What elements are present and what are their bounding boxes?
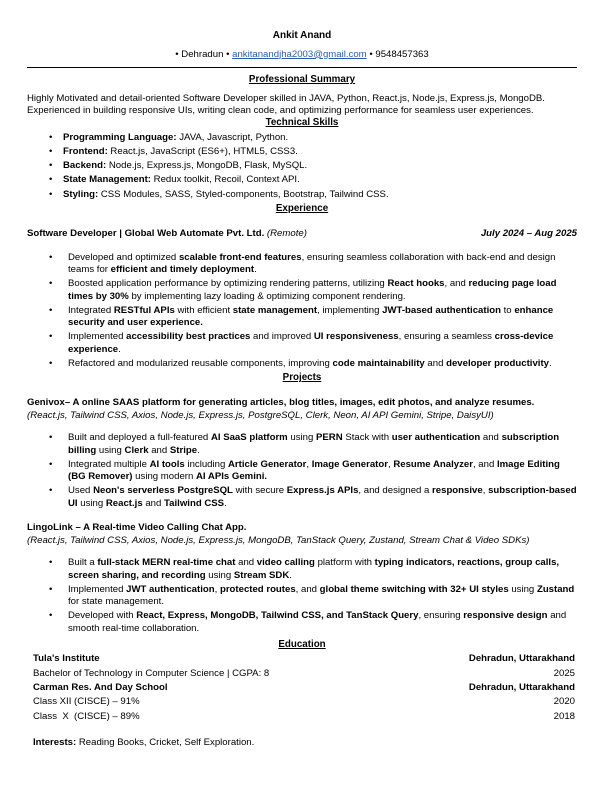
skill-value: JAVA, Javascript, Python. xyxy=(176,131,289,143)
experience-bullets xyxy=(27,252,577,370)
bold-text: Stream SDK xyxy=(233,569,290,581)
skill-value: CSS Modules, SASS, Styled-components, Bootstrap, Tailwind CSS. xyxy=(98,188,389,200)
education-row xyxy=(27,711,577,723)
project-bullet xyxy=(27,459,577,484)
bold-text: responsive xyxy=(432,485,483,497)
skill-item xyxy=(27,189,577,201)
project-heading: LingoLink – A Real-time Video Calling Chat App. xyxy=(27,521,247,533)
experience-bullet xyxy=(27,331,577,356)
project-bullet xyxy=(27,584,577,609)
bold-text: Tailwind CSS xyxy=(164,497,225,509)
job-mode: (Remote) xyxy=(266,227,307,239)
bold-text: protected routes xyxy=(219,583,296,595)
text: using xyxy=(96,444,125,456)
header-divider xyxy=(27,67,577,68)
bold-text: responsive design xyxy=(463,610,548,622)
bold-text: Article Generator xyxy=(227,458,307,470)
bold-text: state management xyxy=(232,304,318,316)
text: , xyxy=(214,583,220,595)
skill-item xyxy=(27,160,577,172)
text: using modern xyxy=(132,471,196,483)
bold-text: Clerk xyxy=(124,444,149,456)
skill-value: Redux toolkit, Recoil, Context API. xyxy=(150,174,300,186)
bold-text: AI APIs Gemini. xyxy=(195,471,268,483)
education-left: Bachelor of Technology in Computer Science | CGPA: 8 xyxy=(33,667,270,679)
text: , and designed a xyxy=(358,485,433,497)
interests-value: Reading Books, Cricket, Self Exploration. xyxy=(78,736,255,748)
education-row xyxy=(27,682,577,694)
text: for state management. xyxy=(68,596,164,608)
project-bullet xyxy=(27,557,577,582)
bold-text: typing indicators, reactions, group calls, screen sharing, and recording xyxy=(68,557,560,581)
bold-text: JWT-based authentication xyxy=(382,304,501,316)
text: and xyxy=(142,497,165,509)
bold-text: subscription billing xyxy=(68,432,560,456)
text: Integrated multiple xyxy=(68,458,150,470)
text: Boosted application performance by optimizing rendering patterns, utilizing xyxy=(68,278,388,290)
bold-text: AI SaaS platform xyxy=(210,432,288,444)
text: Implemented xyxy=(68,583,127,595)
bold-text: React, Express, MongoDB, Tailwind CSS, and TanStack Query xyxy=(136,610,419,622)
project-bullets xyxy=(27,557,577,635)
bold-text: subscription-based UI xyxy=(68,485,577,509)
text: , ensuring a seamless xyxy=(398,331,495,343)
text: Stack with xyxy=(342,432,392,444)
education-right: Dehradun, Uttarakhand xyxy=(468,682,575,694)
text: Implemented xyxy=(68,331,127,343)
project-genivox xyxy=(27,397,577,510)
summary-title: Professional Summary xyxy=(248,74,356,86)
skill-item xyxy=(27,146,577,158)
email-link[interactable]: ankitanandjha2003@gmail.com xyxy=(232,48,367,60)
job-dates: July 2024 – Aug 2025 xyxy=(480,227,577,239)
text: , xyxy=(387,458,394,470)
text: Developed with xyxy=(68,610,137,622)
summary-text: Highly Motivated and detail-oriented Software Developer skilled in JAVA, Python, React.js, Node.js, Express.js, MongoDB. Experienced in building responsive UIs, writing clean code, and optimizing performance for seamless user experiences. xyxy=(27,92,545,116)
skill-label: Styling: xyxy=(63,188,99,200)
text: by implementing lazy loading & optimizing component rendering. xyxy=(128,290,406,302)
bold-text: JWT authentication xyxy=(126,583,215,595)
bold-text: developer productivity xyxy=(446,357,549,369)
contact-line xyxy=(27,49,577,61)
text: Built a xyxy=(68,557,98,569)
text: and improved xyxy=(250,331,314,343)
project-heading: Genivox– A online SAAS platform for generating articles, blog titles, images, edit photos, and analyze resumes. xyxy=(27,396,535,408)
text: Refactored and modularized reusable components, improving xyxy=(68,357,333,369)
bold-text: reducing page load times by 30% xyxy=(68,278,557,302)
resume-page xyxy=(27,30,577,749)
text: using xyxy=(508,583,537,595)
experience-bullet xyxy=(27,252,577,277)
text: and xyxy=(424,357,447,369)
bold-text: Resume Analyzer xyxy=(393,458,473,470)
project-bullet xyxy=(27,610,577,635)
job-header xyxy=(27,228,577,240)
education-right: 2020 xyxy=(553,696,575,708)
skill-item xyxy=(27,132,577,144)
bold-text: global theme switching with 32+ UI styles xyxy=(319,583,509,595)
text: , implementing xyxy=(317,304,383,316)
text: and smooth real-time collaboration. xyxy=(68,610,567,634)
project-lingolink xyxy=(27,522,577,635)
bold-text: Zustand xyxy=(536,583,575,595)
skills-list xyxy=(27,132,577,201)
job-role: Software Developer | Global Web Automate Pvt. Ltd. xyxy=(27,227,265,239)
bold-text: efficient and timely deployment xyxy=(110,264,255,276)
project-bullet xyxy=(27,432,577,457)
education-left: Carman Res. And Day School xyxy=(33,682,168,694)
text: Developed and optimized xyxy=(68,251,179,263)
text: , and xyxy=(472,458,497,470)
skill-label: Frontend: xyxy=(63,145,108,157)
text: . xyxy=(118,343,121,355)
experience-bullet xyxy=(27,358,577,370)
bullet-glyph: • xyxy=(226,48,233,60)
text: Integrated xyxy=(68,304,114,316)
education-right: 2025 xyxy=(553,667,575,679)
text: using xyxy=(205,569,234,581)
skill-label: State Management: xyxy=(63,174,151,186)
project-stack: (React.js, Tailwind CSS, Axios, Node.js, Express.js, PostgreSQL, Clerk, Neon, AI API Gemini, Stripe, DaisyUI) xyxy=(27,409,494,421)
project-bullet xyxy=(27,485,577,510)
bold-text: Stripe xyxy=(169,444,198,456)
project-bullets xyxy=(27,432,577,510)
text: with efficient xyxy=(174,304,233,316)
text: and xyxy=(235,557,257,569)
bold-text: accessibility best practices xyxy=(126,331,251,343)
education-right: 2018 xyxy=(553,710,575,722)
text: with secure xyxy=(232,485,287,497)
text: . xyxy=(289,569,292,581)
education-left: Tula's Institute xyxy=(33,653,100,665)
bold-text: video calling xyxy=(256,557,315,569)
bold-text: React.js xyxy=(105,497,143,509)
job-role-line xyxy=(27,228,307,240)
text: platform with xyxy=(314,557,375,569)
skill-value: React.js, JavaScript (ES6+), HTML5, CSS3. xyxy=(107,145,298,157)
skill-item xyxy=(27,174,577,186)
text: , and xyxy=(444,278,469,290)
bold-text: RESTful APIs xyxy=(113,304,175,316)
bold-text: React hooks xyxy=(387,278,445,290)
bold-text: UI responsiveness xyxy=(313,331,399,343)
education-list xyxy=(27,653,577,722)
skill-value: Node.js, Express.js, MongoDB, Flask, MySQL. xyxy=(106,160,308,172)
text: . xyxy=(224,497,227,509)
text: including xyxy=(184,458,228,470)
location: Dehradun xyxy=(181,48,224,60)
education-left: Class XII (CISCE) – 91% xyxy=(33,696,140,708)
interests-line xyxy=(27,737,577,749)
text: and xyxy=(148,444,170,456)
bold-text: Neon's serverless PostgreSQL xyxy=(93,485,233,497)
bold-text: full-stack MERN real-time chat xyxy=(97,557,236,569)
bold-text: Image Generator xyxy=(311,458,388,470)
bold-text: cross-device experience xyxy=(68,331,554,355)
text: , xyxy=(482,485,489,497)
skills-title: Technical Skills xyxy=(265,117,339,129)
bullet-glyph: • xyxy=(369,48,376,60)
experience-bullet xyxy=(27,278,577,303)
text: . xyxy=(548,357,552,369)
education-right: Dehradun, Uttarakhand xyxy=(468,653,575,665)
interests-label: Interests: xyxy=(33,736,77,748)
project-stack: (React.js, Tailwind CSS, Axios, Node.js, Express.js, MongoDB, TanStack Query, Zustand, Stream Chat & Video SDKs) xyxy=(27,535,530,547)
projects-title: Projects xyxy=(282,372,322,384)
skill-label: Programming Language: xyxy=(63,131,177,143)
education-left: Class X (CISCE) – 89% xyxy=(33,710,140,722)
text: using xyxy=(77,497,106,509)
text: and xyxy=(480,432,502,444)
bold-text: Express.js APIs xyxy=(286,485,359,497)
experience-bullet xyxy=(27,305,577,330)
education-title: Education xyxy=(278,638,326,650)
text: Used xyxy=(68,485,94,497)
bold-text: scalable front-end features xyxy=(178,251,302,263)
text: to xyxy=(500,304,515,316)
education-row xyxy=(27,696,577,708)
text: , ensuring seamless collaboration with back-end and design teams for xyxy=(68,251,556,276)
text: , ensuring xyxy=(418,610,464,622)
text: , xyxy=(306,458,312,470)
text: , and xyxy=(295,583,320,595)
bullet-glyph: • xyxy=(175,48,182,60)
bold-text: AI tools xyxy=(149,458,185,470)
text: . xyxy=(254,264,257,276)
bold-text: user authentication xyxy=(391,432,481,444)
text: using xyxy=(287,432,316,444)
candidate-name: Ankit Anand xyxy=(272,30,332,41)
education-row xyxy=(27,653,577,665)
bold-text: enhance security and user experience. xyxy=(68,304,554,329)
text: Built and deployed a full-featured xyxy=(68,432,211,444)
education-row xyxy=(27,668,577,680)
bold-text: Image Editing (BG Remover) xyxy=(68,458,560,483)
bold-text: code maintainability xyxy=(332,357,425,369)
text: . xyxy=(197,444,200,456)
skill-label: Backend: xyxy=(63,160,107,172)
phone: 9548457363 xyxy=(375,48,429,60)
experience-title: Experience xyxy=(275,202,329,214)
bold-text: PERN xyxy=(316,432,343,444)
